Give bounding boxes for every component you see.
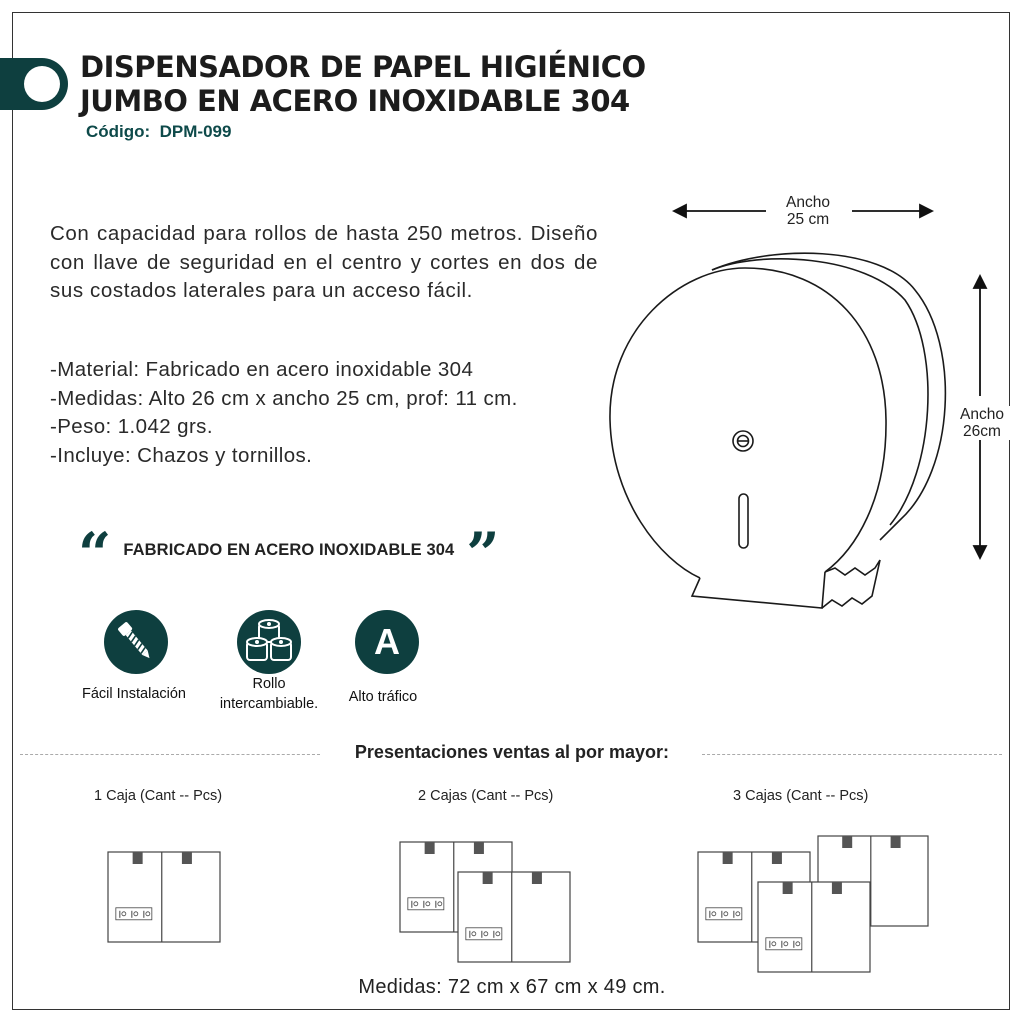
product-title-line1: DISPENSADOR DE PAPEL HIGIÉNICO <box>80 50 646 84</box>
box-single <box>108 852 220 942</box>
quote-text: FABRICADO EN ACERO INOXIDABLE 304 <box>123 540 455 559</box>
spec-weight: -Peso: 1.042 grs. <box>50 415 213 438</box>
width-dimension-line2: 25 cm <box>786 211 830 228</box>
width-dimension-line1: Ancho <box>786 194 830 211</box>
box-triple-front <box>758 882 870 972</box>
height-dimension-line2: 26cm <box>963 423 1001 440</box>
letter-a-glyph: A <box>374 621 400 662</box>
feature-label-roll-line1: Rollo <box>252 676 286 692</box>
spec-includes: -Incluye: Chazos y tornillos. <box>50 443 313 467</box>
product-title-line2: JUMBO EN ACERO INOXIDABLE 304 <box>80 84 630 118</box>
feature-label-installation: Fácil Instalación <box>82 686 186 702</box>
box-measures: Medidas: 72 cm x 67 cm x 49 cm. <box>358 976 666 998</box>
wholesale-option-2: 2 Cajas (Cant -- Pcs) <box>418 788 554 804</box>
feature-label-traffic: Alto tráfico <box>348 689 418 705</box>
box-double-front <box>458 872 570 962</box>
product-code: Código: DPM-099 <box>86 122 232 141</box>
open-quote-icon: “ <box>78 520 112 588</box>
wholesale-option-1: 1 Caja (Cant -- Pcs) <box>94 788 223 804</box>
product-description: Con capacidad para rollos de hasta 250 metros. Diseño con llave de seguridad en el centro y cortes en dos de sus costados laterales para un acceso fácil. <box>50 222 598 302</box>
height-dimension-line1: Ancho <box>960 406 1004 423</box>
wholesale-title-text: Presentaciones ventas al por mayor: <box>347 742 677 762</box>
close-quote-icon: ” <box>466 520 500 588</box>
wholesale-option-3: 3 Cajas (Cant -- Pcs) <box>733 788 869 804</box>
spec-measures: -Medidas: Alto 26 cm x ancho 25 cm, prof: 11 cm. <box>50 386 518 410</box>
feature-label-roll-line2: intercambiable. <box>219 696 319 712</box>
spec-material: -Material: Fabricado en acero inoxidable 304 <box>50 358 474 381</box>
